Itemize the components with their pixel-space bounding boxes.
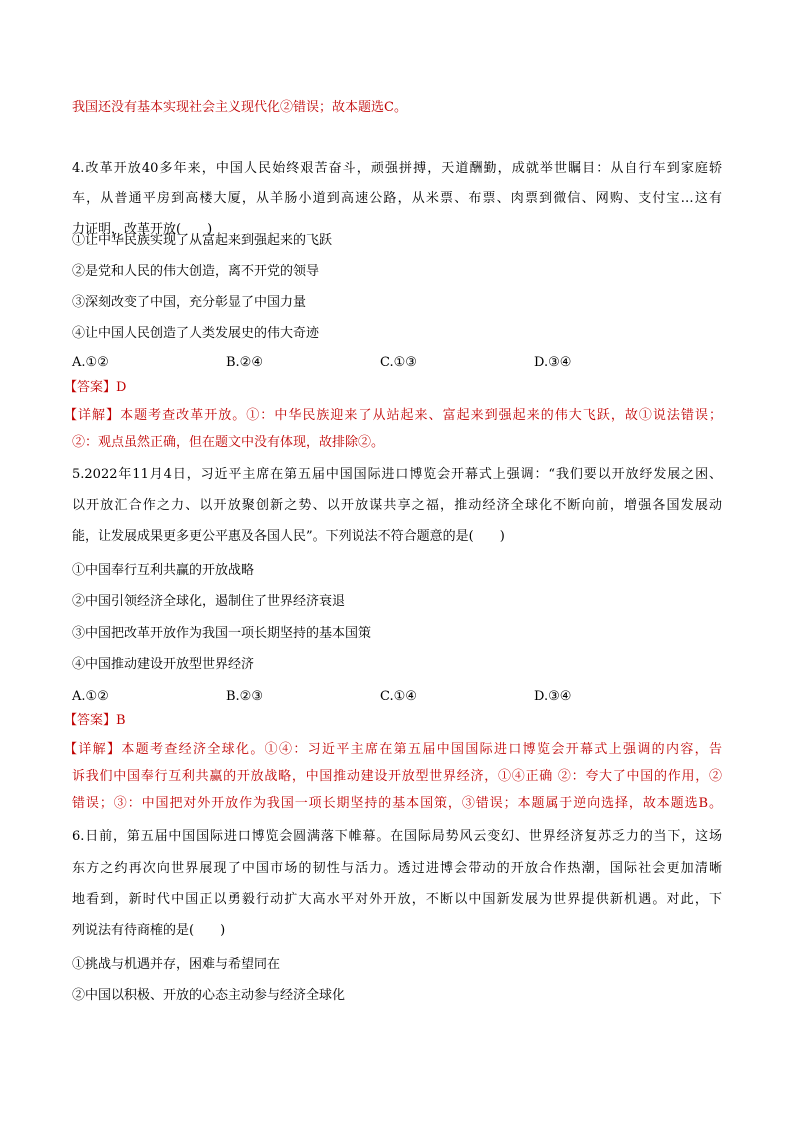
q6-stem-line-1: 6.日前，第五届中国国际进口博览会圆满落下帷幕。在国际局势风云变幻、世界经济复苏乏力的当下，这场 — [72, 829, 722, 844]
q4-answer: 【答案】D — [64, 380, 127, 395]
q6-stem-line-3: 地看到，新时代中国正以勇毅行动扩大高水平对外开放，不断以中国新发展为世界提供新机遇。对此，下 — [72, 892, 722, 907]
q4-item-4: ④让中国人民创造了人类发展史的伟大奇迹 — [72, 326, 320, 341]
q5-stem-line-2: 以开放汇合作之力、以开放聚创新之势、以开放谋共享之福，推动经济全球化不断向前，增强各国发展动 — [72, 498, 722, 513]
q4-stem-line-2: 车，从普通平房到高楼大厦，从羊肠小道到高速公路，从米票、布票、肉票到微信、网购、支付宝…这有 — [72, 191, 722, 206]
q5-item-3: ③中国把改革开放作为我国一项长期坚持的基本国策 — [72, 626, 372, 641]
q4-option-c: C.①③ — [380, 355, 417, 370]
q5-stem-line-1: 5.2022年11月4日，习近平主席在第五届中国国际进口博览会开幕式上强调：“我们要以开放纾发展之困、 — [72, 467, 722, 482]
q5-item-1: ①中国奉行互利共赢的开放战略 — [72, 563, 255, 578]
q5-stem-line-3: 能，让发展成果更多更公平惠及各国人民”。下列说法不符合题意的是( ) — [72, 529, 505, 544]
q5-item-4: ④中国推动建设开放型世界经济 — [72, 657, 255, 672]
q5-option-b: B.②③ — [226, 689, 263, 704]
q6-item-2: ②中国以积极、开放的心态主动参与经济全球化 — [72, 988, 346, 1003]
q4-stem-line-3: 力证明，改革开放( ) — [72, 222, 213, 237]
q5-detail-line-3: 错误；③：中国把对外开放作为我国一项长期坚持的基本国策，③错误；本题属于逆向选择，故本题选B。 — [72, 796, 722, 811]
q4-option-d: D.③④ — [534, 355, 572, 370]
q5-item-2: ②中国引领经济全球化，遏制住了世界经济衰退 — [72, 594, 346, 609]
q4-item-3: ③深刻改变了中国，充分彰显了中国力量 — [72, 295, 307, 310]
q6-item-1: ①挑战与机遇并存，困难与希望同在 — [72, 957, 281, 972]
q4-detail-line-2: ②：观点虽然正确，但在题文中没有体现，故排除②。 — [72, 435, 385, 450]
previous-answer-tail: 我国还没有基本实现社会主义现代化②错误；故本题选C。 — [72, 100, 407, 115]
q4-detail-line-1: 【详解】本题考查改革开放。①：中华民族迎来了从站起来、富起来到强起来的伟大飞跃，故①说法错误； — [64, 408, 722, 423]
q5-detail-line-1: 【详解】本题考查经济全球化。①④：习近平主席在第五届中国国际进口博览会开幕式上强调的内容，告 — [64, 742, 722, 757]
q4-option-a: A.①② — [72, 355, 109, 370]
q5-answer: 【答案】B — [64, 713, 126, 728]
q6-stem-line-4: 列说法有待商榷的是( ) — [72, 923, 226, 938]
q5-option-d: D.③④ — [534, 689, 572, 704]
q4-item-2: ②是党和人民的伟大创造，离不开党的领导 — [72, 264, 320, 279]
q6-stem-line-2: 东方之约再次向世界展现了中国市场的韧性与活力。透过进博会带动的开放合作热潮，国际社会更加清晰 — [72, 861, 722, 876]
q5-detail-line-2: 诉我们中国奉行互利共赢的开放战略，中国推动建设开放型世界经济，①④正确 ②：夸大了中国的作用，② — [72, 769, 722, 784]
q5-option-a: A.①② — [72, 689, 109, 704]
q4-item-1-text: ①让中华民族实现了从富起来到强起来的飞跃 — [72, 233, 333, 248]
q4-option-b: B.②④ — [226, 355, 263, 370]
q5-option-c: C.①④ — [380, 689, 417, 704]
q4-stem-line-1: 4.改革开放40多年来，中国人民始终艰苦奋斗，顽强拼搏，天道酬勤，成就举世瞩目：从自行车到家庭轿 — [72, 161, 722, 176]
